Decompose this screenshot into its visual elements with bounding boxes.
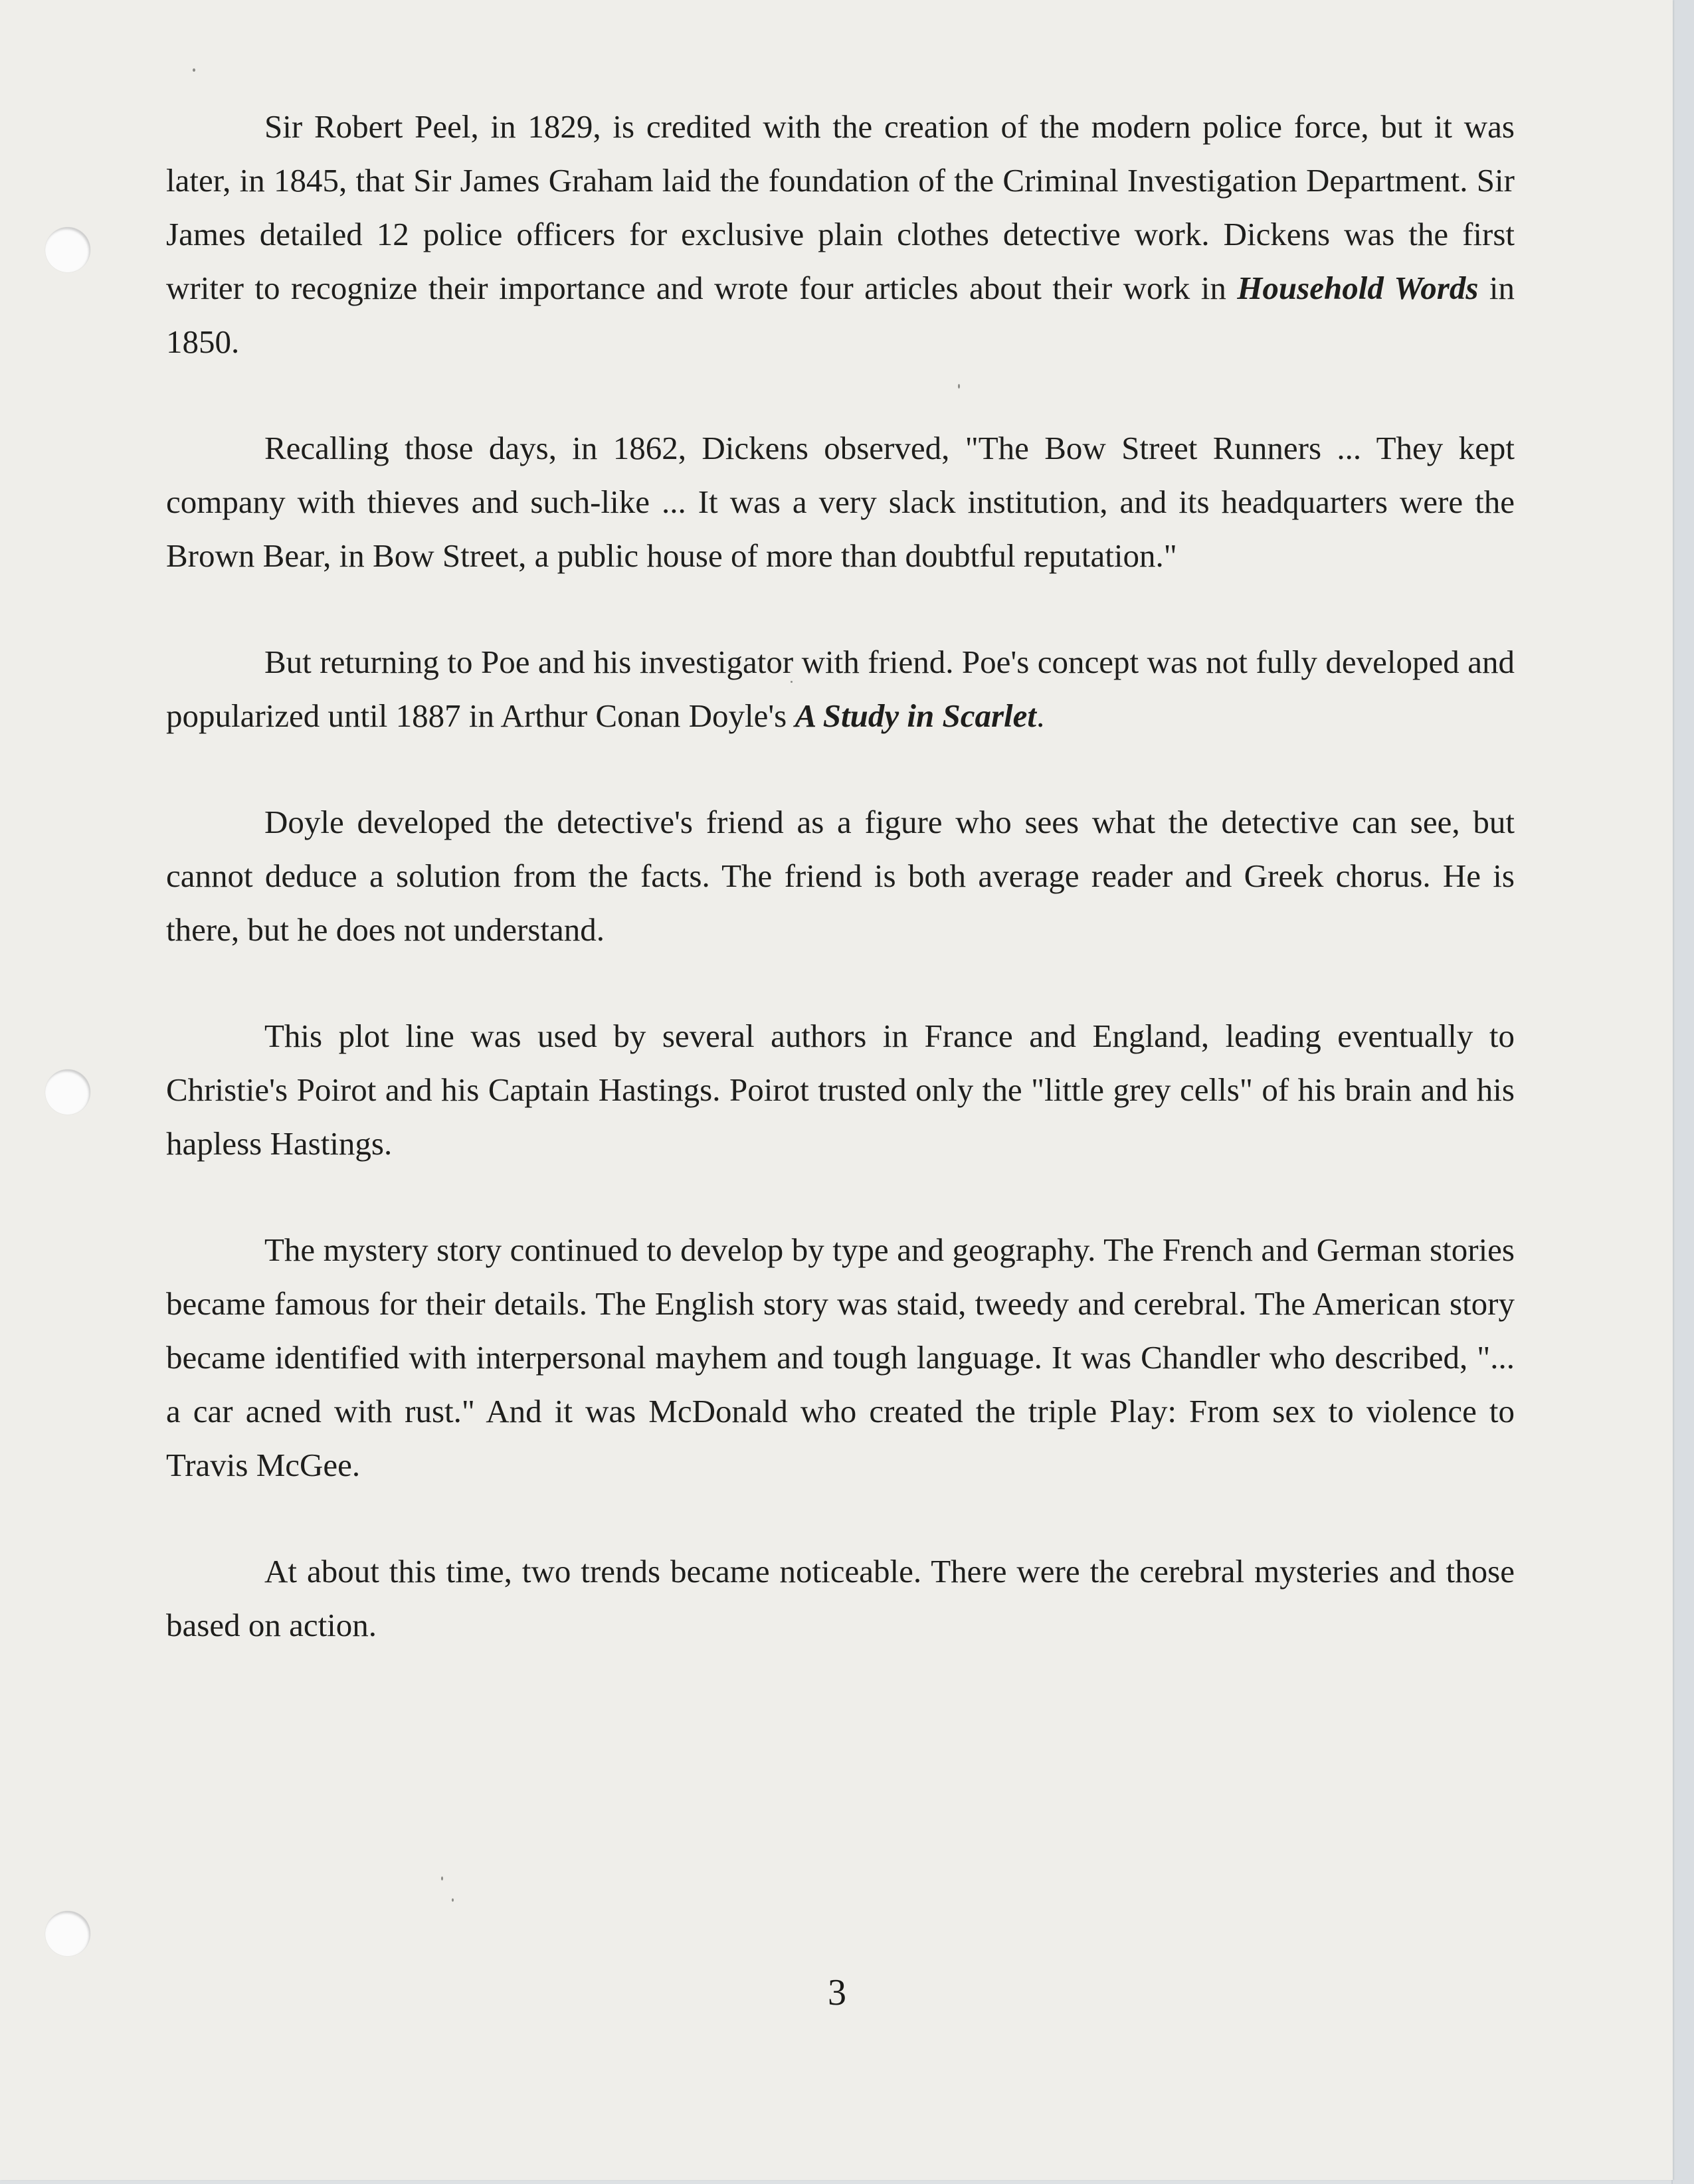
- paragraph-two-trends: [166, 1544, 1515, 1652]
- paragraph-text: Doyle developed the detective's friend as a figure who sees what the detective can see, but cannot deduce a solution from the facts. The friend is both average reader and Greek chorus. He is there, but he does not understand.: [166, 804, 1515, 948]
- paragraph-text: The mystery story continued to develop by type and geography. The French and German stories became famous for their details. The English story was staid, tweedy and cerebral. The American story became identified with interpersonal mayhem and tough language. It was Chandler who described, "... a car acned with rust." And it was McDonald who created the triple Play: From sex to violence to Travis McGee.: [166, 1231, 1515, 1483]
- page-number: 3: [828, 1972, 846, 2013]
- publication-title: Household Words: [1237, 270, 1479, 306]
- scan-speck: [452, 1898, 454, 1902]
- body-text: [166, 100, 1515, 1704]
- paragraph-dickens-quote: [166, 421, 1515, 583]
- paragraph-text: Sir Robert Peel, in 1829, is credited with the creation of the modern police force, but it was later, in 1845, that Sir James Graham laid the foundation of the Criminal Investigation Department. Sir James detailed 12 police officers for exclusive plain clothes detective work. Dickens was the first writer to recognize their importance and wrote four articles about their work in: [166, 108, 1515, 306]
- scan-speck: [193, 68, 195, 72]
- binder-hole-middle: [45, 1069, 90, 1115]
- paragraph-text: .: [1036, 697, 1045, 734]
- paragraph-poe-doyle: [166, 635, 1515, 743]
- scan-speck: [441, 1876, 443, 1880]
- paragraph-geography: [166, 1223, 1515, 1492]
- paragraph-text: At about this time, two trends became noticeable. There were the cerebral mysteries and those based on action.: [166, 1553, 1515, 1643]
- paragraph-peel: [166, 100, 1515, 369]
- book-title: A Study in Scarlet: [795, 697, 1037, 734]
- binder-hole-top: [45, 227, 90, 272]
- paragraph-text: Recalling those days, in 1862, Dickens observed, "The Bow Street Runners ... They kept company with thieves and such-like ... It was a very slack institution, and its headquarters were the Brown Bear, in Bow Street, a public house of more than doubtful reputation.": [166, 430, 1515, 574]
- paragraph-detective-friend: [166, 795, 1515, 956]
- binder-hole-bottom: [45, 1911, 90, 1956]
- paragraph-poirot: [166, 1009, 1515, 1170]
- paragraph-text: in 1850.: [166, 270, 1515, 360]
- paragraph-text: But returning to Poe and his investigator with friend. Poe's concept was not fully developed and popularized until 1887 in Arthur Conan Doyle's: [166, 644, 1515, 734]
- paragraph-text: This plot line was used by several authors in France and England, leading eventually to Christie's Poirot and his Captain Hastings. Poirot trusted only the "little grey cells" of his brain and his hapless Hastings.: [166, 1018, 1515, 1162]
- scanner-backdrop: [1671, 0, 1694, 2184]
